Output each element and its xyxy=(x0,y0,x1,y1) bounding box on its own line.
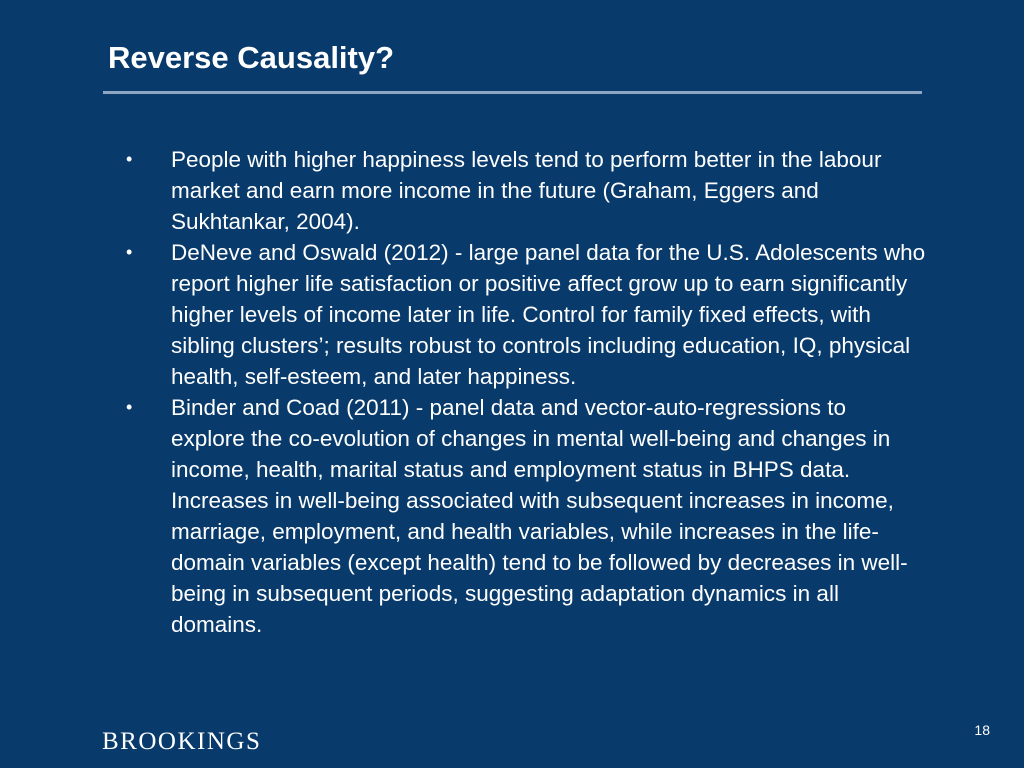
bullet-marker: • xyxy=(126,397,133,417)
page-number: 18 xyxy=(974,722,990,738)
brookings-logo: BROOKINGS xyxy=(102,728,262,755)
bullet-text: Binder and Coad (2011) - panel data and vector-auto-regressions to explore the co-evolution of changes in mental well-being and changes in income, health, marital status and employment status in BHPS data. Increases in well-being associated with subsequent increases in income, marriage, employment, and health variables, while increases in the life-domain variables (except health) tend to be followed by decreases in well-being in subsequent periods, suggesting adaptation dynamics in all domains. xyxy=(171,395,908,637)
bullet-marker: • xyxy=(126,149,133,169)
bullet-list xyxy=(126,144,926,640)
bullet-item xyxy=(126,144,926,237)
title-divider xyxy=(103,91,922,94)
bullet-item xyxy=(126,392,926,640)
bullet-item xyxy=(126,237,926,392)
slide-title: Reverse Causality? xyxy=(108,40,395,75)
bullet-text: People with higher happiness levels tend to perform better in the labour market and earn more income in the future (Graham, Eggers and Sukhtankar, 2004). xyxy=(171,147,882,234)
bullet-text: DeNeve and Oswald (2012) - large panel data for the U.S. Adolescents who report higher life satisfaction or positive affect grow up to earn significantly higher levels of income later in life. Control for family fixed effects, with sibling clusters’; results robust to controls including education, IQ, physical health, self-esteem, and later happiness. xyxy=(171,240,926,389)
bullet-marker: • xyxy=(126,242,133,262)
